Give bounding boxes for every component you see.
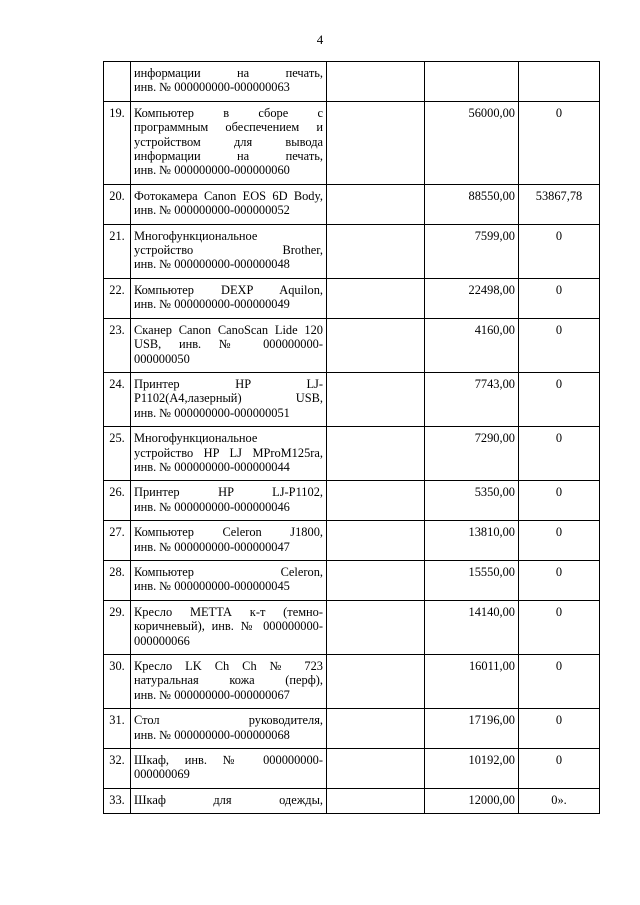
- cost-value: 17196,00: [425, 709, 519, 749]
- page-number: 4: [316, 32, 324, 47]
- residual-value: 0: [519, 521, 600, 561]
- empty-cell: [327, 224, 425, 278]
- cost-value: 88550,00: [425, 184, 519, 224]
- item-description: [131, 101, 327, 184]
- residual-value: 0: [519, 709, 600, 749]
- cost-value: 5350,00: [425, 481, 519, 521]
- item-description-line: Стол руководителя,: [134, 713, 323, 728]
- table-row: [104, 749, 600, 789]
- cost-value: 15550,00: [425, 560, 519, 600]
- item-description-line: Компьютер в сборе с: [134, 105, 323, 120]
- item-description: [131, 224, 327, 278]
- item-description-line: 000000050: [134, 351, 190, 366]
- empty-cell: [327, 600, 425, 654]
- empty-cell: [327, 278, 425, 318]
- row-number: 32.: [104, 749, 131, 789]
- empty-cell: [327, 655, 425, 709]
- item-description-line: устройство HP LJ MProM125ra,: [134, 445, 323, 460]
- row-number: 31.: [104, 709, 131, 749]
- inventory-table-body: [104, 62, 600, 814]
- residual-value: 0: [519, 101, 600, 184]
- table-row: [104, 184, 600, 224]
- row-number: [104, 62, 131, 102]
- residual-value: 0: [519, 600, 600, 654]
- table-row: [104, 62, 600, 102]
- item-description-line: Компьютер Celeron J1800,: [134, 525, 323, 540]
- residual-value: 0: [519, 655, 600, 709]
- item-description: [131, 481, 327, 521]
- empty-cell: [327, 749, 425, 789]
- cost-value: 14140,00: [425, 600, 519, 654]
- empty-cell: [327, 101, 425, 184]
- item-description-line: Шкаф, инв. № 000000000-: [134, 753, 323, 768]
- empty-cell: [327, 62, 425, 102]
- residual-value: 0: [519, 224, 600, 278]
- empty-cell: [327, 521, 425, 561]
- row-number: 30.: [104, 655, 131, 709]
- item-description-line: инв. № 000000000-000000063: [134, 80, 290, 95]
- cost-value: 13810,00: [425, 521, 519, 561]
- residual-value: 0: [519, 278, 600, 318]
- residual-value: 0: [519, 560, 600, 600]
- table-row: [104, 788, 600, 813]
- item-description: [131, 600, 327, 654]
- row-number: 23.: [104, 318, 131, 372]
- row-number: 20.: [104, 184, 131, 224]
- item-description-line: Сканер Canon CanoScan Lide 120: [134, 322, 323, 337]
- cost-value: 12000,00: [425, 788, 519, 813]
- table-row: [104, 278, 600, 318]
- row-number: 22.: [104, 278, 131, 318]
- table-row: [104, 709, 600, 749]
- row-number: 24.: [104, 372, 131, 426]
- item-description: [131, 749, 327, 789]
- table-row: [104, 560, 600, 600]
- item-description-line: информации на печать,: [134, 66, 323, 80]
- item-description-line: информации на печать,: [134, 149, 323, 164]
- empty-cell: [327, 184, 425, 224]
- item-description-line: натуральная кожа (перф),: [134, 673, 323, 688]
- cost-value: 7599,00: [425, 224, 519, 278]
- residual-value: 0: [519, 372, 600, 426]
- item-description-line: Компьютер DEXP Aquilon,: [134, 282, 323, 297]
- item-description-line: устройством для вывода: [134, 134, 323, 149]
- item-description-line: инв. № 000000000-000000060: [134, 163, 290, 178]
- row-number: 19.: [104, 101, 131, 184]
- table-row: [104, 372, 600, 426]
- row-number: 29.: [104, 600, 131, 654]
- residual-value: 0: [519, 749, 600, 789]
- empty-cell: [327, 372, 425, 426]
- table-row: [104, 600, 600, 654]
- item-description-line: Шкаф для одежды,: [134, 792, 323, 807]
- row-number: 27.: [104, 521, 131, 561]
- table-row: [104, 101, 600, 184]
- residual-value: [519, 62, 600, 102]
- row-number: 26.: [104, 481, 131, 521]
- empty-cell: [327, 560, 425, 600]
- item-description-line: коричневый), инв. № 000000000-: [134, 619, 323, 634]
- item-description-line: инв. № 000000000-000000048: [134, 257, 290, 272]
- cost-value: 7743,00: [425, 372, 519, 426]
- empty-cell: [327, 481, 425, 521]
- residual-value: 0: [519, 427, 600, 481]
- cost-value: 7290,00: [425, 427, 519, 481]
- item-description-line: Принтер HP LJ-P1102,: [134, 485, 323, 500]
- item-description: [131, 427, 327, 481]
- item-description-line: Принтер HP LJ-: [134, 376, 323, 391]
- empty-cell: [327, 709, 425, 749]
- item-description-line: Кресло МЕТТА к-т (темно-: [134, 604, 323, 619]
- table-row: [104, 655, 600, 709]
- item-description-line: инв. № 000000000-000000068: [134, 727, 290, 742]
- item-description-line: USB, инв. № 000000000-: [134, 337, 323, 352]
- cost-value: 16011,00: [425, 655, 519, 709]
- item-description: [131, 62, 327, 102]
- item-description-line: Многофункциональное: [134, 228, 258, 243]
- item-description: [131, 709, 327, 749]
- item-description-line: Фотокамера Canon EOS 6D Body,: [134, 188, 323, 203]
- cost-value: [425, 62, 519, 102]
- item-description: [131, 184, 327, 224]
- item-description-line: Многофункциональное: [134, 431, 258, 446]
- item-description-line: P1102(A4,лазерный) USB,: [134, 391, 323, 406]
- row-number: 28.: [104, 560, 131, 600]
- item-description-line: 000000066: [134, 633, 190, 648]
- item-description-line: 000000069: [134, 767, 190, 782]
- table-row: [104, 427, 600, 481]
- item-description-line: Компьютер Celeron,: [134, 564, 323, 579]
- empty-cell: [327, 318, 425, 372]
- item-description-line: инв. № 000000000-000000045: [134, 579, 290, 594]
- item-description-line: инв. № 000000000-000000047: [134, 539, 290, 554]
- cost-value: 10192,00: [425, 749, 519, 789]
- item-description: [131, 521, 327, 561]
- item-description-line: инв. № 000000000-000000051: [134, 405, 290, 420]
- item-description-line: инв. № 000000000-000000046: [134, 499, 290, 514]
- residual-value: 53867,78: [519, 184, 600, 224]
- cost-value: 22498,00: [425, 278, 519, 318]
- table-row: [104, 224, 600, 278]
- item-description-line: устройство Brother,: [134, 243, 323, 258]
- table-row: [104, 481, 600, 521]
- item-description: [131, 560, 327, 600]
- item-description: [131, 655, 327, 709]
- item-description-line: инв. № 000000000-000000044: [134, 459, 290, 474]
- item-description-line: инв. № 000000000-000000052: [134, 203, 290, 218]
- empty-cell: [327, 427, 425, 481]
- residual-value: 0».: [519, 788, 600, 813]
- item-description: [131, 788, 327, 813]
- item-description-line: инв. № 000000000-000000067: [134, 687, 290, 702]
- item-description-line: программным обеспечением и: [134, 120, 323, 135]
- cost-value: 56000,00: [425, 101, 519, 184]
- row-number: 21.: [104, 224, 131, 278]
- empty-cell: [327, 788, 425, 813]
- item-description: [131, 278, 327, 318]
- item-description: [131, 318, 327, 372]
- row-number: 25.: [104, 427, 131, 481]
- table-row: [104, 521, 600, 561]
- table-row: [104, 318, 600, 372]
- residual-value: 0: [519, 481, 600, 521]
- inventory-table: [103, 61, 600, 814]
- item-description: [131, 372, 327, 426]
- item-description-line: Кресло LK Ch Ch № 723: [134, 659, 323, 673]
- residual-value: 0: [519, 318, 600, 372]
- row-number: 33.: [104, 788, 131, 813]
- item-description-line: инв. № 000000000-000000049: [134, 297, 290, 312]
- cost-value: 4160,00: [425, 318, 519, 372]
